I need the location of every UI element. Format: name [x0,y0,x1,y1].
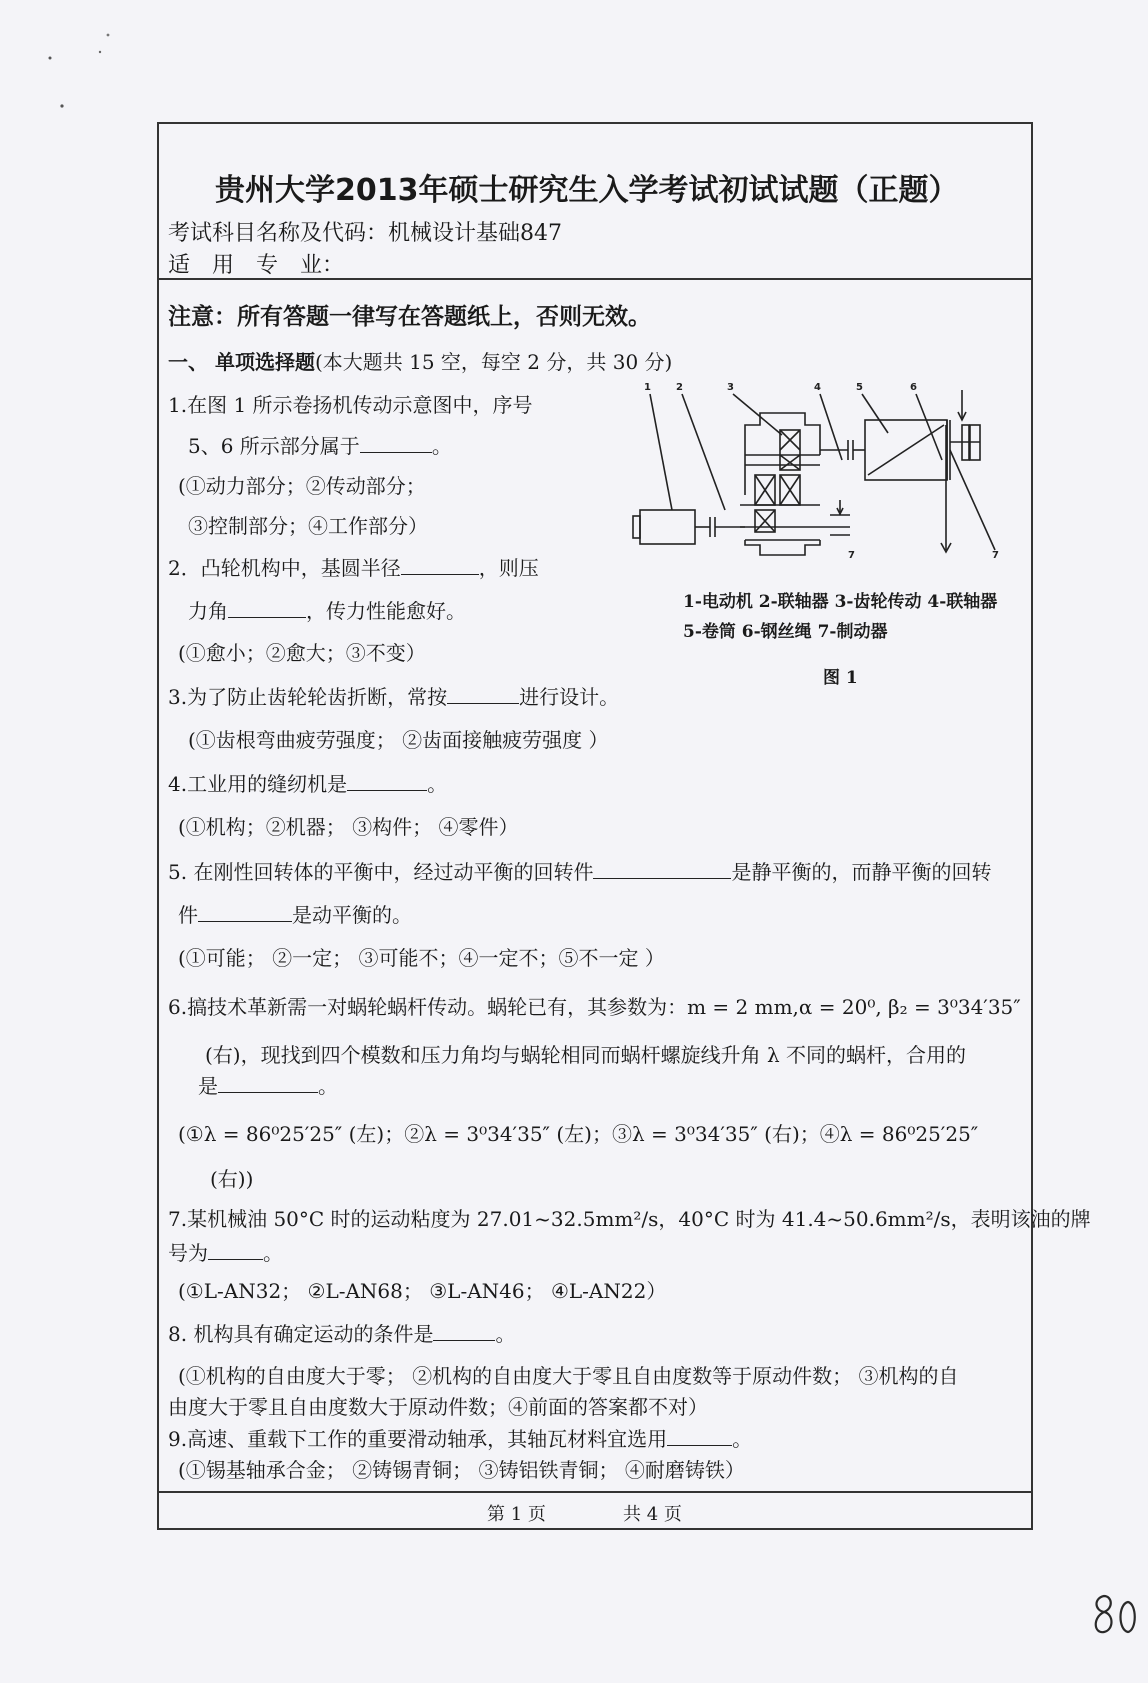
q4-text: 4.工业用的缝纫机是 [168,772,348,796]
period: 。 [263,1241,283,1265]
q7-text-b: 号为 [168,1241,208,1265]
q2-line-2 [188,599,466,623]
q6-text-c: 是 [198,1074,218,1098]
q8-options-2: 由度大于零且自由度数大于原动件数；④前面的答案都不对） [168,1395,708,1419]
q6-options-2: (右)) [210,1167,254,1191]
q5-options: (①可能； ②一定； ③可能不；④一定不；⑤不一定 ） [178,946,665,970]
q6-line-3 [198,1074,338,1098]
q6-answer-blank [218,1074,318,1093]
q9-options: (①锡基轴承合金； ②铸锡青铜； ③铸铝铁青铜； ④耐磨铸铁） [178,1458,745,1482]
q1-text: 5、6 所示部分属于 [188,434,360,458]
q8-answer-blank [433,1322,495,1341]
q3-text-b: 进行设计。 [519,685,620,709]
q2-options: (①愈小；②愈大；③不变） [178,641,426,665]
q6-line-1: 6.搞技术革新需一对蜗轮蜗杆传动。蜗轮已有，其参数为：m = 2 mm,α = 20⁰, β₂ = 3⁰34′35″ [168,995,1021,1019]
q5-text-b: 是静平衡的，而静平衡的回转 [731,860,992,884]
answer-notice: 注意：所有答题一律写在答题纸上，否则无效。 [168,304,651,330]
period: 。 [431,434,452,458]
q7-line-1: 7.某机械油 50°C 时的运动粘度为 27.01~32.5mm²/s，40°C 时为 41.4~50.6mm²/s，表明该油的牌 [168,1207,1091,1231]
figure-caption-2: 5-卷筒 6-钢丝绳 7-制动器 [683,622,888,642]
q5-answer-blank-2 [198,903,292,922]
fig-label-4: 4 [814,382,821,393]
period: 。 [427,772,448,796]
period: 。 [318,1074,338,1098]
section-title: 一、 单项选择题 [168,350,315,374]
q3-text-a: 3.为了防止齿轮轮齿折断，常按 [168,685,448,709]
q1-line-1: 1.在图 1 所示卷扬机传动示意图中，序号 [168,393,533,417]
major-line: 适 用 专 业： [168,253,345,278]
fig-label-1: 1 [644,382,651,393]
section-desc: (本大题共 15 空，每空 2 分，共 30 分) [314,350,673,374]
q4-answer-blank [347,772,427,791]
leader-line-1 [650,394,672,510]
q7-answer-blank [208,1241,263,1260]
q2-text-b: ，则压 [478,556,539,580]
page-total: 共 4 页 [623,1504,682,1525]
scan-specks [0,0,200,140]
q7-line-2 [168,1241,283,1265]
q1-line-2 [188,434,452,458]
q3-options: (①齿根弯曲疲劳强度； ②齿面接触疲劳强度 ） [188,728,609,752]
q2-text-d: ，传力性能愈好。 [306,599,466,623]
leader-line-6 [916,394,942,460]
fig-label-2: 2 [676,382,683,393]
q6-line-2: (右)，现找到四个模数和压力角均与蜗轮相同而蜗杆螺旋线升角 λ 不同的蜗杆，合用的 [205,1043,966,1067]
fig-label-6: 6 [910,382,917,393]
leader-line-3 [733,394,782,435]
q9-text: 9.高速、重载下工作的重要滑动轴承，其轴瓦材料宜选用 [168,1427,668,1451]
fig-label-5: 5 [856,382,863,393]
fig-label-7-right: 7 [992,550,999,561]
handwritten-score-mark [1090,1590,1140,1645]
page-number: 第 1 页 [487,1504,546,1525]
figure-1-hoist-diagram [630,380,1015,570]
q2-line-1 [168,556,539,580]
q2-answer-blank-1 [401,556,479,575]
q8-text: 8. 机构具有确定运动的条件是 [168,1322,434,1346]
q4-options: (①机构；②机器； ③构件； ④零件） [178,815,519,839]
leader-line-5 [862,394,888,433]
q2-text-c: 力角 [188,599,228,623]
q2-text-a: 2．凸轮机构中，基圆半径 [168,556,401,580]
q9-line [168,1427,752,1451]
q5-line-2 [178,903,412,927]
q5-text-d: 是动平衡的。 [292,903,412,927]
figure-caption-1: 1-电动机 2-联轴器 3-齿轮传动 4-联轴器 [683,592,998,612]
motor-end [633,516,640,538]
footer-divider [157,1491,1033,1493]
q1-options-1: (①动力部分；②传动部分； [178,474,426,498]
wire-rope [868,425,944,475]
q1-answer-blank [360,434,432,453]
q3-answer-blank [447,685,519,704]
q7-options: (①L-AN32； ②L-AN68； ③L-AN46； ④L-AN22） [178,1279,667,1303]
q8-options-1: (①机构的自由度大于零； ②机构的自由度大于零且自由度数等于原动件数； ③机构的自 [178,1364,959,1388]
motor-body [640,510,695,544]
q1-options-2: ③控制部分；④工作部分） [188,514,428,538]
section-heading [168,350,672,374]
q3-line [168,685,619,709]
gearbox-lower [745,540,820,555]
gearbox-upper [745,413,820,495]
header-divider [157,278,1033,280]
q5-text-c: 件 [178,903,198,927]
leader-line-2 [682,394,725,510]
q4-line [168,772,447,796]
q9-answer-blank [667,1427,732,1446]
q6-options-1: (①λ = 86⁰25′25″ (左)；②λ = 3⁰34′35″ (左)；③λ = 3⁰34′35″ (右)；④λ = 86⁰25′25″ [178,1122,979,1146]
q2-answer-blank-2 [228,599,306,618]
subject-line: 考试科目名称及代码：机械设计基础847 [168,221,562,246]
period: 。 [495,1322,516,1346]
q8-line [168,1322,515,1346]
figure-name: 图 1 [823,668,858,688]
period: 。 [732,1427,753,1451]
gear-wheel-1 [780,430,800,470]
q5-line-1 [168,860,991,884]
fig-label-3: 3 [727,382,734,393]
q5-text-a: 5. 在刚性回转体的平衡中，经过动平衡的回转件 [168,860,594,884]
q5-answer-blank-1 [593,860,731,879]
fig-label-7-lower: 7 [848,550,855,561]
leader-line-7 [950,450,995,550]
exam-title: 贵州大学2013年硕士研究生入学考试初试试题（正题） [215,173,959,208]
